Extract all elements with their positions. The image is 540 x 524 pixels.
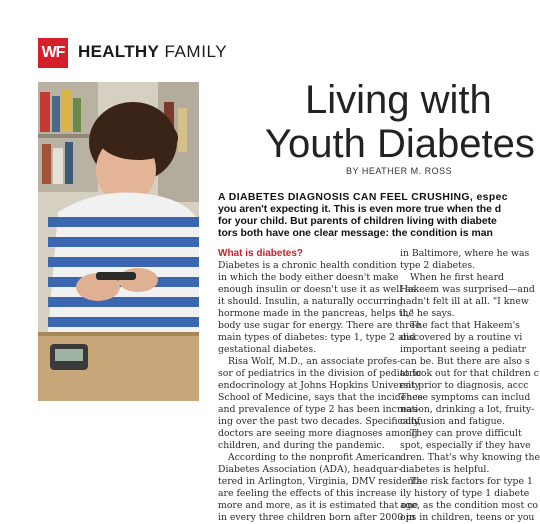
article-photo — [38, 82, 199, 401]
lead-paragraph — [218, 192, 512, 240]
body-line: it should. Insulin, a naturally occurring — [218, 296, 403, 307]
body-line: important seeing a pediatr — [400, 344, 526, 355]
body-line: confusion and fatigue. — [400, 416, 506, 427]
body-line: in Baltimore, where he was — [400, 248, 530, 259]
lead-line: tors both have one clear message: the condition is man — [218, 228, 493, 239]
body-line: hadn't felt ill at all. "I knew — [400, 296, 529, 307]
body-line: it," he says. — [400, 308, 455, 319]
body-line: doctors are seeing more diagnoses among — [218, 428, 418, 439]
body-line: more and more, as it is estimated that one — [218, 500, 419, 511]
body-line: discovered by a routine vi — [400, 332, 523, 343]
body-line: gestational diabetes. — [218, 344, 317, 355]
body-line: Diabetes Association (ADA), headquar- — [218, 464, 402, 475]
brand-logo: WF — [38, 38, 68, 68]
lead-line: for your child. But parents of children living with diabete — [218, 216, 497, 227]
body-line: age, as the condition most co — [400, 500, 539, 511]
body-line: enough insulin or doesn't use it as well as — [218, 284, 416, 295]
title-line-1: Living with — [305, 78, 492, 122]
lead-line: you aren't expecting it. This is even more true when the d — [218, 204, 502, 215]
body-line: main types of diabetes: type 1, type 2 and — [218, 332, 416, 343]
byline: BY HEATHER M. ROSS — [346, 166, 453, 176]
section-heading — [78, 42, 227, 62]
title-line-2: Youth Diabetes — [265, 122, 535, 166]
body-line: children, and during the pandemic. — [218, 440, 385, 451]
body-line: nation, drinking a lot, fruity- — [400, 404, 535, 415]
body-line: endocrinology at Johns Hopkins University — [218, 380, 420, 391]
body-line: to look out for that children c — [400, 368, 539, 379]
article-title — [250, 78, 535, 166]
body-line: body use sugar for energy. There are three — [218, 320, 421, 331]
body-line: According to the nonprofit American — [228, 452, 402, 463]
body-line: sor of pediatrics in the division of pediatric — [218, 368, 422, 379]
body-column-1 — [218, 248, 423, 524]
body-line: ops in children, teens or you — [400, 512, 535, 523]
body-column-2 — [400, 248, 540, 524]
lead-line: A DIABETES DIAGNOSIS CAN FEEL CRUSHING, espec — [218, 192, 508, 203]
body-line: and prevalence of type 2 has been increas- — [218, 404, 421, 415]
body-line: are feeling the effects of this increase — [218, 488, 397, 499]
body-line: These symptoms can includ — [400, 392, 531, 403]
body-line: School of Medicine, says that the incidence — [218, 392, 423, 403]
body-line: ily history of type 1 diabete — [400, 488, 530, 499]
body-line: The risk factors for type 1 — [410, 476, 533, 487]
body-line: The fact that Hakeem's — [410, 320, 520, 331]
subhead: What is diabetes? — [218, 248, 304, 259]
body-line: in which the body either doesn't make — [218, 272, 399, 283]
body-line: ing over the past two decades. Specifically, — [218, 416, 422, 427]
body-line: When he first heard — [410, 272, 504, 283]
body-line: Diabetes is a chronic health condition — [218, 260, 397, 271]
body-line: diabetes is helpful. — [400, 464, 490, 475]
body-line: ent prior to diagnosis, accc — [400, 380, 529, 391]
section-heading-bold: HEALTHY — [78, 42, 160, 61]
body-line: hormone made in the pancreas, helps the — [218, 308, 414, 319]
body-line: They can prove difficult — [410, 428, 522, 439]
body-line: dren. That's why knowing the — [400, 452, 540, 463]
body-line: can be. But there are also s — [400, 356, 530, 367]
body-line: tered in Arlington, Virginia, DMV residents — [218, 476, 422, 487]
photo-illustration — [38, 82, 199, 401]
body-line: type 2 diabetes. — [400, 260, 476, 271]
body-line: spot, especially if they have — [400, 440, 531, 451]
body-line: in every three children born after 2000 in — [218, 512, 416, 523]
section-heading-light: FAMILY — [159, 42, 228, 61]
body-line: Risa Wolf, M.D., an associate profes- — [228, 356, 401, 367]
body-line: Hakeem was surprised—and — [400, 284, 535, 295]
